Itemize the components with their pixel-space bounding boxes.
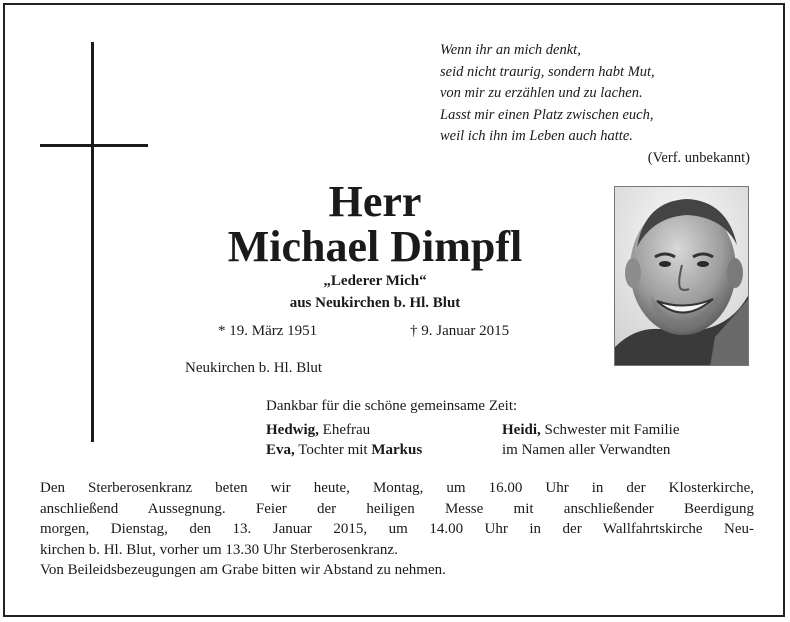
- mourner-name-2: Markus: [371, 442, 423, 458]
- thanks-line: Dankbar für die schöne gemeinsame Zeit:: [266, 398, 518, 414]
- mourner-relation: im Namen aller Verwandten: [502, 442, 671, 458]
- poem-line: weil ich ihn im Leben auch hatte.: [440, 128, 633, 144]
- poem-source: (Verf. unbekannt): [647, 149, 750, 166]
- poem: [440, 40, 760, 169]
- poem-line: seid nicht traurig, sondern habt Mut,: [440, 63, 655, 80]
- mourner-relation: Ehefrau: [318, 422, 371, 438]
- mourner-relation: Schwester mit Familie: [540, 422, 680, 438]
- mourner-name: Hedwig,: [266, 422, 319, 438]
- nickname: „Lederer Mich“: [323, 273, 427, 289]
- origin: aus Neukirchen b. Hl. Blut: [289, 295, 461, 311]
- notice-line: morgen, Dienstag, den 13. Januar 2015, um 14.00 Uhr in der Wallfahrtskirche Neu-: [40, 521, 754, 537]
- poem-line: von mir zu erzählen und zu lachen.: [440, 85, 643, 101]
- birth-date: * 19. März 1951: [218, 323, 318, 339]
- mourner-name: Eva,: [266, 442, 295, 458]
- mourner-entry: [502, 440, 670, 460]
- mourner-entry: [266, 420, 370, 440]
- salutation: Herr: [328, 177, 422, 226]
- mourner-name: Heidi,: [502, 422, 541, 438]
- mourner-entry: [502, 420, 680, 440]
- portrait-photo: [614, 186, 749, 366]
- cross-icon-horizontal: [40, 144, 148, 147]
- death-date: † 9. Januar 2015: [410, 323, 510, 339]
- mourner-entry: [266, 440, 422, 460]
- poem-line: Wenn ihr an mich denkt,: [440, 42, 581, 58]
- mourner-relation: Tochter mit: [294, 442, 372, 458]
- deceased-name: Michael Dimpfl: [227, 222, 523, 271]
- poem-line: Lasst mir einen Platz zwischen euch,: [440, 106, 654, 123]
- notice-line: anschließend Aussegnung. Feier der heiligen Messe mit anschließender Beerdigung: [40, 500, 754, 517]
- place: Neukirchen b. Hl. Blut: [185, 360, 323, 376]
- cross-icon-vertical: [91, 42, 94, 442]
- funeral-notice-text: [40, 478, 754, 560]
- closing-request: Von Beileidsbezeugungen am Grabe bitten wir Abstand zu nehmen.: [40, 562, 446, 578]
- notice-line: Den Sterberosenkranz beten wir heute, Montag, um 16.00 Uhr in der Klosterkirche,: [40, 480, 754, 496]
- notice-line: kirchen b. Hl. Blut, vorher um 13.30 Uhr Sterberosenkranz.: [40, 541, 398, 558]
